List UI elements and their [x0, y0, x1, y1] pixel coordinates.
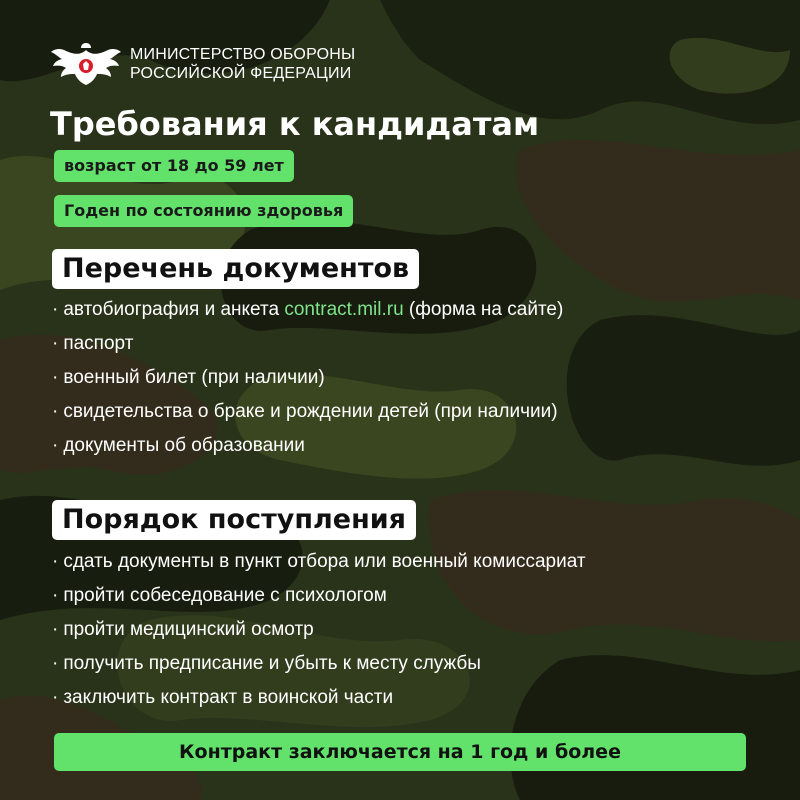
item-text: пройти собеседование с психологом: [63, 585, 387, 606]
contract-duration-banner: Контракт заключается на 1 год и более: [54, 733, 746, 771]
list-item: [52, 327, 563, 361]
item-text: военный билет (при наличии): [63, 367, 325, 388]
bullet: ·: [52, 585, 59, 606]
item-text: документы об образовании: [63, 435, 305, 456]
bullet: ·: [52, 619, 59, 640]
item-text: получить предписание и убыть к месту службы: [63, 653, 481, 674]
bullet: ·: [52, 551, 59, 572]
bullet: ·: [52, 299, 59, 320]
item-text: сдать документы в пункт отбора или военный комиссариат: [63, 551, 586, 572]
org-line-1: МИНИСТЕРСТВО ОБОРОНЫ: [130, 46, 356, 63]
item-text: заключить контракт в воинской части: [63, 687, 394, 708]
list-item: [52, 545, 586, 579]
bullet: ·: [52, 333, 59, 354]
item-text: автобиография и анкета: [63, 299, 285, 320]
page-title: Требования к кандидатам: [50, 105, 540, 143]
list-item: [52, 293, 563, 327]
list-item: [52, 395, 563, 429]
procedure-heading: Порядок поступления: [52, 500, 416, 540]
item-text: свидетельства о браке и рождении детей (при наличии): [63, 401, 558, 422]
list-item: [52, 681, 586, 715]
list-item: [52, 579, 586, 613]
bullet: ·: [52, 367, 59, 388]
documents-heading: Перечень документов: [52, 249, 419, 289]
contract-site-link[interactable]: contract.mil.ru: [284, 299, 404, 320]
list-item: [52, 361, 563, 395]
double-headed-eagle-emblem-icon: [50, 40, 122, 88]
item-text: паспорт: [63, 333, 134, 354]
header: [50, 40, 355, 88]
health-requirement-badge: Годен по состоянию здоровья: [54, 195, 353, 227]
bullet: ·: [52, 435, 59, 456]
procedure-list: [52, 545, 586, 715]
list-item: [52, 429, 563, 463]
age-requirement-badge: возраст от 18 до 59 лет: [54, 150, 294, 182]
bullet: ·: [52, 653, 59, 674]
bullet: ·: [52, 687, 59, 708]
list-item: [52, 613, 586, 647]
organization-name: [130, 45, 355, 83]
bullet: ·: [52, 401, 59, 422]
list-item: [52, 647, 586, 681]
item-text: (форма на сайте): [403, 299, 564, 320]
documents-list: [52, 293, 563, 463]
item-text: пройти медицинский осмотр: [63, 619, 314, 640]
org-line-2: РОССИЙСКОЙ ФЕДЕРАЦИИ: [130, 65, 352, 82]
